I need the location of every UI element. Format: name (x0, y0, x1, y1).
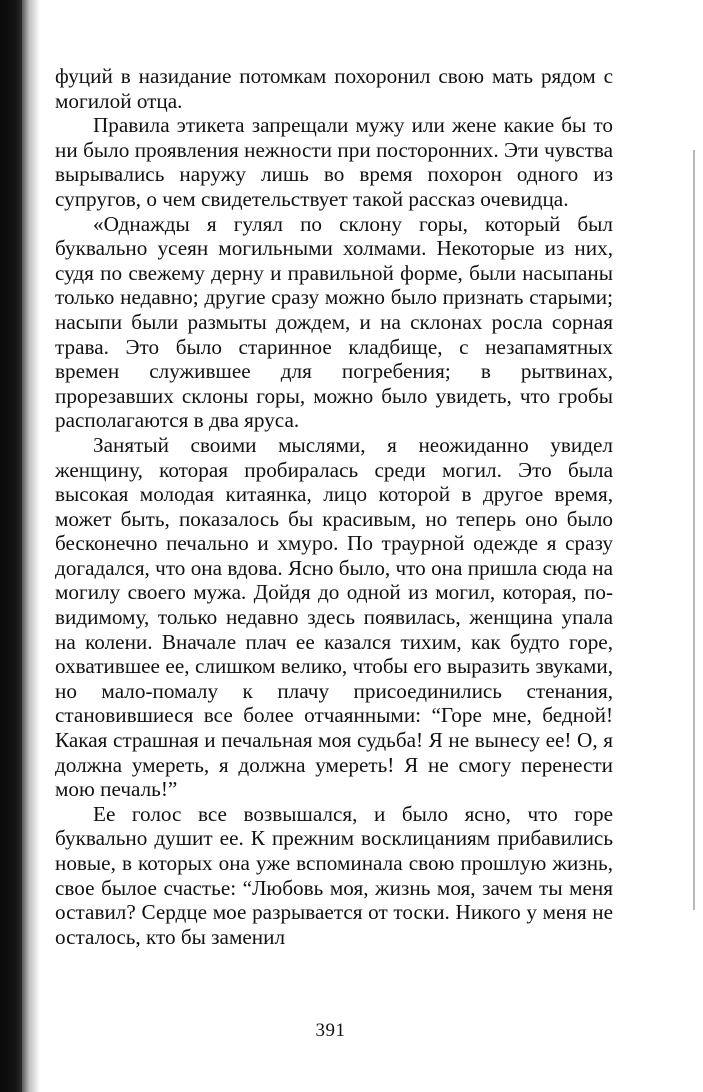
scan-mark-right (693, 150, 695, 910)
page-number: 391 (315, 1020, 346, 1041)
page-body (55, 64, 613, 949)
paragraph-3: «Однажды я гулял по склону горы, который был буквально усеян могильными холмами. Некоторые из них, судя по свежему дерну и правильной форме, были насыпаны только недавно; другие сразу можно было признать старыми; насыпи были размыты дождем, и на склонах росла сорная трава. Это было старинное кладбище, с незапамятных времен служившее для погребения; в рытвинах, прорезавших склоны горы, можно было увидеть, что гробы располагаются в два яруса. (55, 211, 613, 433)
paragraph-5: Ее голос все возвышался, и было ясно, что горе буквально душит ее. К прежним восклицаниям прибавились новые, в которых она уже вспоминала свою прошлую жизнь, свое былое счастье: “Любовь моя, жизнь моя, зачем ты меня оставил? Сердце мое разрывается от тоски. Никого у меня не осталось, кто бы заменил (55, 801, 613, 949)
paragraph-1: фуций в назидание потомкам похоронил свою мать рядом с могилой отца. (55, 64, 613, 113)
scan-shadow-left (0, 0, 22, 1092)
paragraph-4: Занятый своими мыслями, я неожиданно увидел женщину, которая пробиралась среди могил. Это была высокая молодая китаянка, лицо которой в другое время, может быть, показалось бы красивым, но теперь оно было бесконечно печально и хмуро. По траурной одежде я сразу догадался, что она вдова. Ясно было, что она пришла сюда на могилу своего мужа. Дойдя до одной из могил, которая, по-видимому, только недавно здесь появилась, женщина упала на колени. Вначале плач ее казался тихим, как будто горе, охватившее ее, слишком велико, чтобы его выразить звуками, но мало-помалу к плачу присоединились стенания, становившиеся все более отчаянными: “Горе мне, бедной! Какая страшная и печальная моя судьба! Я не вынесу ее! О, я должна умереть, я должна умереть! Я не смогу перенести мою печаль!” (55, 432, 613, 802)
paragraph-2: Правила этикета запрещали мужу или жене какие бы то ни было проявления нежности при посторонних. Эти чувства вырывались наружу лишь во время похорон одного из супругов, о чем свидетельствует такой рассказ очевидца. (55, 113, 613, 211)
